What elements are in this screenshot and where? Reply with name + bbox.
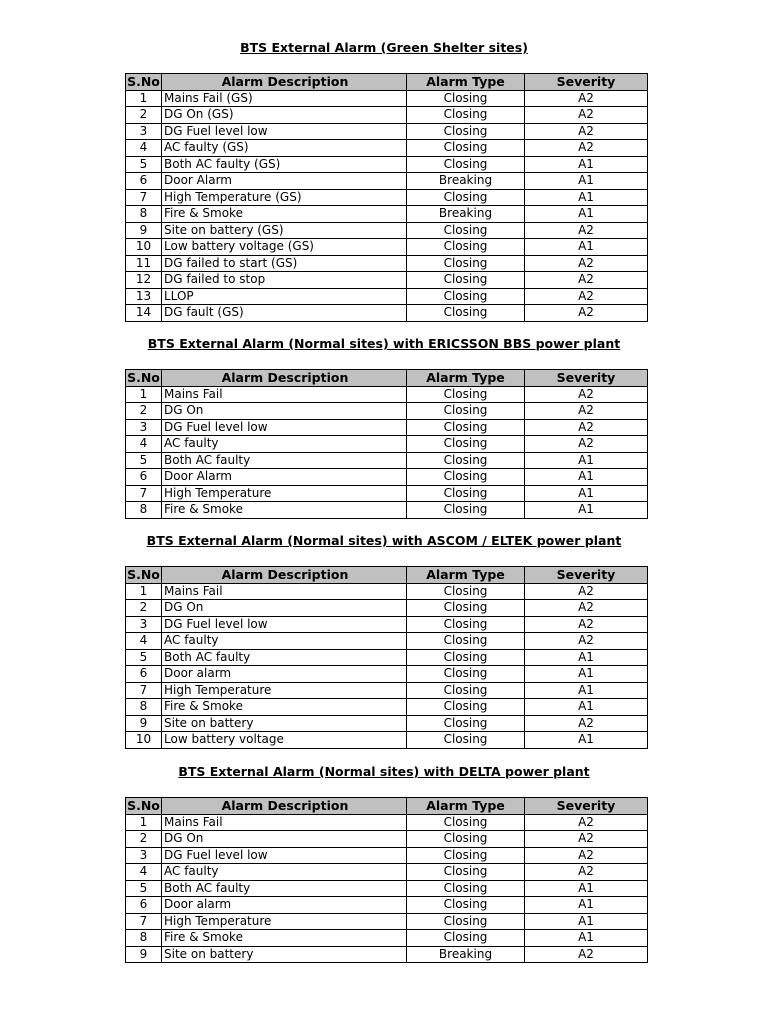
cell-alarm-type: Closing xyxy=(407,222,525,239)
cell-alarm-type: Closing xyxy=(407,699,525,716)
cell-alarm-type: Closing xyxy=(407,189,525,206)
table-row xyxy=(126,469,648,486)
cell-severity: A2 xyxy=(525,403,648,420)
section-title-delta: BTS External Alarm (Normal sites) with DELTA power plant xyxy=(178,764,590,779)
table-row xyxy=(126,946,648,963)
header-alarm-type: Alarm Type xyxy=(407,567,525,584)
cell-alarm-description: Both AC faulty xyxy=(162,452,407,469)
cell-severity: A1 xyxy=(525,502,648,519)
cell-severity: A1 xyxy=(525,452,648,469)
cell-alarm-type: Closing xyxy=(407,583,525,600)
cell-severity: A2 xyxy=(525,583,648,600)
cell-alarm-type: Closing xyxy=(407,649,525,666)
header-severity: Severity xyxy=(525,370,648,387)
cell-alarm-description: High Temperature (GS) xyxy=(162,189,407,206)
table-row xyxy=(126,419,648,436)
cell-severity: A2 xyxy=(525,831,648,848)
table-row xyxy=(126,814,648,831)
cell-alarm-type: Breaking xyxy=(407,173,525,190)
cell-alarm-type: Closing xyxy=(407,288,525,305)
cell-severity: A2 xyxy=(525,222,648,239)
table-row xyxy=(126,123,648,140)
cell-severity: A2 xyxy=(525,633,648,650)
cell-alarm-description: DG On xyxy=(162,831,407,848)
table-row xyxy=(126,239,648,256)
table-row xyxy=(126,715,648,732)
cell-alarm-description: Fire & Smoke xyxy=(162,206,407,223)
cell-alarm-description: Mains Fail xyxy=(162,583,407,600)
cell-sno: 4 xyxy=(126,864,162,881)
cell-sno: 5 xyxy=(126,452,162,469)
cell-severity: A2 xyxy=(525,123,648,140)
header-sno: S.No xyxy=(127,798,160,814)
cell-severity: A1 xyxy=(525,206,648,223)
cell-alarm-type: Closing xyxy=(407,732,525,749)
header-row xyxy=(126,74,648,91)
table-row xyxy=(126,583,648,600)
table-row xyxy=(126,452,648,469)
cell-alarm-description: Door alarm xyxy=(162,897,407,914)
cell-sno: 5 xyxy=(126,156,162,173)
cell-alarm-description: AC faulty xyxy=(162,436,407,453)
table-row xyxy=(126,403,648,420)
cell-severity: A1 xyxy=(525,913,648,930)
cell-alarm-type: Closing xyxy=(407,880,525,897)
cell-sno: 11 xyxy=(126,255,162,272)
cell-severity: A2 xyxy=(525,600,648,617)
cell-sno: 5 xyxy=(126,649,162,666)
header-sno: S.No xyxy=(127,567,160,583)
cell-alarm-description: Low battery voltage xyxy=(162,732,407,749)
table-row xyxy=(126,140,648,157)
header-severity: Severity xyxy=(525,74,648,91)
cell-alarm-description: High Temperature xyxy=(162,682,407,699)
cell-severity: A1 xyxy=(525,682,648,699)
cell-alarm-description: Mains Fail xyxy=(162,386,407,403)
table-row xyxy=(126,222,648,239)
cell-alarm-description: AC faulty (GS) xyxy=(162,140,407,157)
cell-alarm-description: DG On xyxy=(162,600,407,617)
cell-severity: A2 xyxy=(525,847,648,864)
cell-alarm-type: Closing xyxy=(407,452,525,469)
cell-alarm-type: Breaking xyxy=(407,206,525,223)
cell-sno: 2 xyxy=(126,403,162,420)
cell-alarm-description: Door alarm xyxy=(162,666,407,683)
table-row xyxy=(126,189,648,206)
cell-severity: A1 xyxy=(525,880,648,897)
cell-sno: 8 xyxy=(126,502,162,519)
table-row xyxy=(126,897,648,914)
table-row xyxy=(126,732,648,749)
cell-severity: A2 xyxy=(525,90,648,107)
cell-alarm-description: Site on battery xyxy=(162,946,407,963)
cell-severity: A2 xyxy=(525,272,648,289)
cell-alarm-description: Mains Fail (GS) xyxy=(162,90,407,107)
table-row xyxy=(126,156,648,173)
table-row xyxy=(126,272,648,289)
cell-sno: 3 xyxy=(126,847,162,864)
header-alarm-description: Alarm Description xyxy=(162,567,407,584)
section-title-ascom-eltek: BTS External Alarm (Normal sites) with ASCOM / ELTEK power plant xyxy=(146,533,622,548)
table-row xyxy=(126,847,648,864)
cell-sno: 1 xyxy=(126,583,162,600)
cell-sno: 14 xyxy=(126,305,162,322)
table-row xyxy=(126,255,648,272)
cell-sno: 1 xyxy=(126,386,162,403)
alarm-table-ericsson xyxy=(125,369,648,519)
cell-sno: 12 xyxy=(126,272,162,289)
cell-sno: 10 xyxy=(126,732,162,749)
cell-sno: 7 xyxy=(126,485,162,502)
table-row xyxy=(126,288,648,305)
cell-alarm-description: AC faulty xyxy=(162,864,407,881)
header-severity: Severity xyxy=(525,567,648,584)
cell-alarm-type: Closing xyxy=(407,239,525,256)
cell-alarm-type: Closing xyxy=(407,930,525,947)
cell-severity: A2 xyxy=(525,305,648,322)
cell-severity: A1 xyxy=(525,649,648,666)
cell-severity: A1 xyxy=(525,699,648,716)
alarm-table-green-shelter xyxy=(125,73,648,322)
cell-alarm-description: Fire & Smoke xyxy=(162,502,407,519)
cell-alarm-description: DG On (GS) xyxy=(162,107,407,124)
cell-alarm-type: Closing xyxy=(407,140,525,157)
cell-severity: A2 xyxy=(525,107,648,124)
cell-alarm-type: Breaking xyxy=(407,946,525,963)
cell-severity: A2 xyxy=(525,946,648,963)
cell-alarm-description: LLOP xyxy=(162,288,407,305)
table-row xyxy=(126,682,648,699)
cell-sno: 3 xyxy=(126,123,162,140)
cell-severity: A1 xyxy=(525,189,648,206)
section-title-ericsson: BTS External Alarm (Normal sites) with ERICSSON BBS power plant xyxy=(147,336,621,351)
cell-sno: 4 xyxy=(126,633,162,650)
cell-alarm-type: Closing xyxy=(407,436,525,453)
cell-severity: A1 xyxy=(525,469,648,486)
table-row xyxy=(126,107,648,124)
cell-alarm-type: Closing xyxy=(407,666,525,683)
cell-sno: 4 xyxy=(126,140,162,157)
cell-alarm-type: Closing xyxy=(407,403,525,420)
cell-alarm-description: Site on battery (GS) xyxy=(162,222,407,239)
header-row xyxy=(126,567,648,584)
cell-alarm-type: Closing xyxy=(407,715,525,732)
cell-alarm-description: DG On xyxy=(162,403,407,420)
header-row xyxy=(126,370,648,387)
table-row xyxy=(126,930,648,947)
cell-severity: A2 xyxy=(525,715,648,732)
cell-alarm-type: Closing xyxy=(407,600,525,617)
cell-alarm-type: Closing xyxy=(407,502,525,519)
table-row xyxy=(126,699,648,716)
cell-alarm-type: Closing xyxy=(407,814,525,831)
alarm-table-ascom-eltek xyxy=(125,566,648,749)
cell-sno: 9 xyxy=(126,715,162,732)
alarm-table-delta xyxy=(125,797,648,963)
cell-alarm-description: DG Fuel level low xyxy=(162,123,407,140)
cell-alarm-type: Closing xyxy=(407,419,525,436)
table-row xyxy=(126,386,648,403)
cell-alarm-description: High Temperature xyxy=(162,485,407,502)
cell-alarm-description: Door Alarm xyxy=(162,173,407,190)
cell-alarm-type: Closing xyxy=(407,616,525,633)
cell-alarm-description: Both AC faulty xyxy=(162,880,407,897)
header-sno: S.No xyxy=(127,74,160,90)
cell-sno: 10 xyxy=(126,239,162,256)
cell-sno: 7 xyxy=(126,682,162,699)
cell-sno: 7 xyxy=(126,913,162,930)
cell-alarm-type: Closing xyxy=(407,90,525,107)
cell-sno: 2 xyxy=(126,600,162,617)
cell-sno: 4 xyxy=(126,436,162,453)
table-row xyxy=(126,502,648,519)
cell-severity: A2 xyxy=(525,616,648,633)
table-row xyxy=(126,913,648,930)
cell-sno: 6 xyxy=(126,469,162,486)
cell-sno: 9 xyxy=(126,946,162,963)
header-alarm-type: Alarm Type xyxy=(407,370,525,387)
section-title-green-shelter: BTS External Alarm (Green Shelter sites) xyxy=(240,40,528,55)
header-row xyxy=(126,798,648,815)
cell-alarm-description: Door Alarm xyxy=(162,469,407,486)
cell-alarm-description: AC faulty xyxy=(162,633,407,650)
cell-alarm-description: Fire & Smoke xyxy=(162,930,407,947)
cell-sno: 8 xyxy=(126,699,162,716)
cell-severity: A1 xyxy=(525,156,648,173)
cell-sno: 6 xyxy=(126,666,162,683)
cell-severity: A1 xyxy=(525,732,648,749)
cell-alarm-description: Both AC faulty xyxy=(162,649,407,666)
cell-alarm-type: Closing xyxy=(407,897,525,914)
cell-alarm-description: DG fault (GS) xyxy=(162,305,407,322)
table-row xyxy=(126,173,648,190)
table-row xyxy=(126,485,648,502)
cell-alarm-description: DG Fuel level low xyxy=(162,419,407,436)
cell-sno: 7 xyxy=(126,189,162,206)
cell-alarm-type: Closing xyxy=(407,913,525,930)
table-row xyxy=(126,600,648,617)
cell-alarm-type: Closing xyxy=(407,682,525,699)
cell-alarm-type: Closing xyxy=(407,156,525,173)
table-row xyxy=(126,436,648,453)
cell-sno: 13 xyxy=(126,288,162,305)
cell-alarm-description: Both AC faulty (GS) xyxy=(162,156,407,173)
cell-severity: A1 xyxy=(525,930,648,947)
header-alarm-description: Alarm Description xyxy=(162,74,407,91)
cell-severity: A2 xyxy=(525,864,648,881)
table-row xyxy=(126,666,648,683)
cell-severity: A2 xyxy=(525,386,648,403)
header-sno: S.No xyxy=(127,370,160,386)
cell-alarm-type: Closing xyxy=(407,633,525,650)
cell-severity: A1 xyxy=(525,897,648,914)
cell-alarm-type: Closing xyxy=(407,305,525,322)
cell-severity: A1 xyxy=(525,666,648,683)
cell-sno: 3 xyxy=(126,419,162,436)
cell-alarm-type: Closing xyxy=(407,386,525,403)
cell-sno: 3 xyxy=(126,616,162,633)
cell-alarm-description: DG failed to stop xyxy=(162,272,407,289)
cell-alarm-type: Closing xyxy=(407,831,525,848)
cell-alarm-type: Closing xyxy=(407,847,525,864)
cell-alarm-description: DG Fuel level low xyxy=(162,847,407,864)
cell-alarm-description: DG failed to start (GS) xyxy=(162,255,407,272)
cell-alarm-type: Closing xyxy=(407,107,525,124)
table-row xyxy=(126,864,648,881)
cell-sno: 8 xyxy=(126,206,162,223)
header-alarm-type: Alarm Type xyxy=(407,74,525,91)
cell-alarm-type: Closing xyxy=(407,272,525,289)
cell-alarm-type: Closing xyxy=(407,485,525,502)
cell-alarm-description: Mains Fail xyxy=(162,814,407,831)
cell-sno: 6 xyxy=(126,173,162,190)
table-row xyxy=(126,633,648,650)
cell-sno: 5 xyxy=(126,880,162,897)
cell-sno: 2 xyxy=(126,831,162,848)
cell-severity: A2 xyxy=(525,255,648,272)
cell-severity: A2 xyxy=(525,436,648,453)
table-row xyxy=(126,90,648,107)
cell-alarm-type: Closing xyxy=(407,123,525,140)
header-alarm-description: Alarm Description xyxy=(162,798,407,815)
table-row xyxy=(126,305,648,322)
cell-alarm-type: Closing xyxy=(407,864,525,881)
cell-sno: 1 xyxy=(126,814,162,831)
cell-severity: A2 xyxy=(525,814,648,831)
header-alarm-description: Alarm Description xyxy=(162,370,407,387)
header-severity: Severity xyxy=(525,798,648,815)
cell-severity: A2 xyxy=(525,419,648,436)
cell-severity: A1 xyxy=(525,485,648,502)
cell-sno: 2 xyxy=(126,107,162,124)
cell-sno: 8 xyxy=(126,930,162,947)
table-row xyxy=(126,616,648,633)
cell-alarm-description: High Temperature xyxy=(162,913,407,930)
cell-sno: 1 xyxy=(126,90,162,107)
table-row xyxy=(126,649,648,666)
cell-sno: 9 xyxy=(126,222,162,239)
table-row xyxy=(126,880,648,897)
cell-alarm-description: Fire & Smoke xyxy=(162,699,407,716)
header-alarm-type: Alarm Type xyxy=(407,798,525,815)
cell-alarm-type: Closing xyxy=(407,469,525,486)
cell-alarm-description: Low battery voltage (GS) xyxy=(162,239,407,256)
cell-severity: A1 xyxy=(525,173,648,190)
table-row xyxy=(126,206,648,223)
cell-severity: A1 xyxy=(525,239,648,256)
cell-alarm-description: DG Fuel level low xyxy=(162,616,407,633)
cell-sno: 6 xyxy=(126,897,162,914)
cell-severity: A2 xyxy=(525,288,648,305)
table-row xyxy=(126,831,648,848)
cell-alarm-type: Closing xyxy=(407,255,525,272)
cell-alarm-description: Site on battery xyxy=(162,715,407,732)
cell-severity: A2 xyxy=(525,140,648,157)
